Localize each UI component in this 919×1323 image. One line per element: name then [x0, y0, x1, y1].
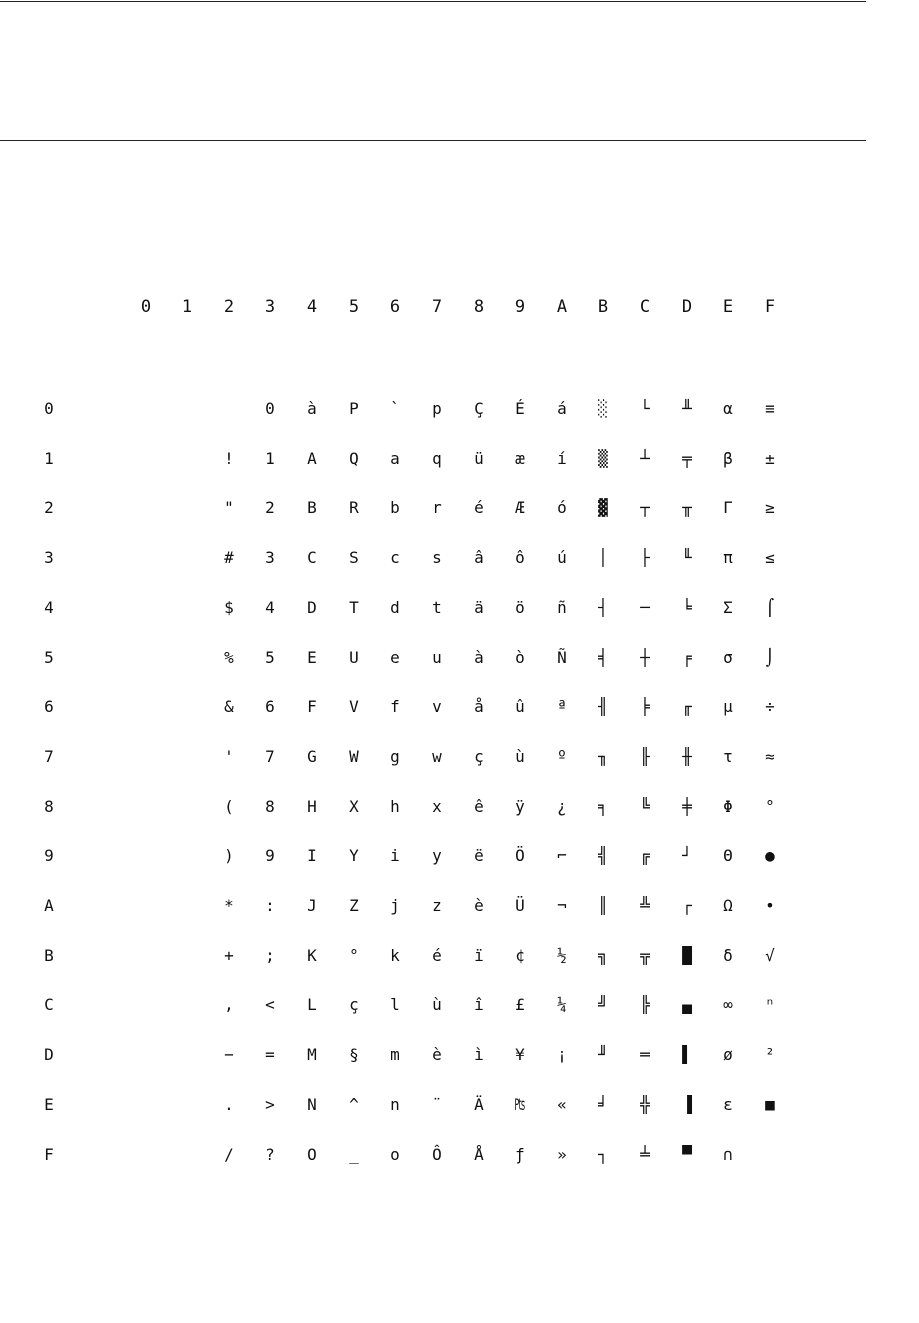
char-cell-7c: ╟ — [640, 746, 650, 766]
char-cell-63: 6 — [265, 697, 275, 717]
char-cell-74: G — [307, 746, 317, 766]
char-cell-85: X — [349, 796, 359, 816]
char-cell-4a: ñ — [557, 597, 567, 617]
char-cell-db: ╜ — [598, 1045, 608, 1065]
char-cell-0a: á — [557, 399, 567, 418]
char-cell-fb: ┐ — [598, 1144, 608, 1164]
char-cell-fc: ╧ — [640, 1144, 650, 1164]
char-cell-b6: k — [390, 945, 400, 965]
char-cell-b5: ° — [349, 945, 359, 965]
char-cell-f9: ƒ — [515, 1144, 525, 1164]
char-cell-33: 3 — [265, 548, 275, 568]
char-cell-4b: ┤ — [598, 597, 608, 617]
char-cell-e2: . — [224, 1094, 234, 1114]
char-cell-7e: τ — [723, 746, 733, 766]
char-cell-a3: : — [265, 896, 275, 915]
char-cell-a8: è — [474, 896, 484, 915]
char-cell-e8: Ä — [474, 1094, 484, 1114]
char-cell-a4: J — [307, 896, 317, 915]
char-cell-d7: è — [432, 1045, 442, 1065]
char-cell-3e: π — [723, 548, 733, 568]
char-cell-49: ö — [515, 597, 525, 617]
char-cell-5e: σ — [723, 647, 733, 667]
char-cell-66: f — [390, 697, 400, 717]
char-cell-8c: ╚ — [640, 796, 650, 816]
char-cell-88: ê — [474, 796, 484, 816]
char-cell-9c: ╔ — [640, 846, 650, 866]
char-cell-08: Ç — [474, 399, 484, 418]
char-cell-b9: ¢ — [515, 945, 525, 965]
char-cell-1b: ▒ — [598, 448, 608, 468]
char-cell-4c: ─ — [640, 597, 650, 617]
char-cell-9e: Θ — [723, 846, 733, 866]
char-cell-d3: = — [265, 1045, 275, 1065]
char-cell-42: $ — [224, 597, 234, 617]
char-cell-bb: ╗ — [598, 945, 608, 965]
char-cell-64: F — [307, 697, 317, 717]
char-cell-7a: º — [557, 746, 567, 766]
char-cell-8d: ╪ — [682, 796, 692, 816]
char-cell-87: x — [432, 796, 442, 816]
char-cell-2f: ≥ — [765, 498, 775, 518]
char-cell-0b: ░ — [598, 399, 608, 418]
char-cell-59: ò — [515, 647, 525, 667]
char-cell-03: 0 — [265, 399, 275, 418]
char-cell-95: Y — [349, 846, 359, 866]
column-header-3: 3 — [264, 296, 276, 317]
char-cell-4f: ⌠ — [765, 597, 775, 617]
char-cell-23: 2 — [265, 498, 275, 518]
column-header-5: 5 — [348, 296, 360, 317]
char-cell-5d: ╒ — [682, 647, 692, 667]
char-cell-b2: + — [224, 945, 234, 965]
char-cell-c9: £ — [515, 995, 525, 1015]
char-cell-bc: ╦ — [640, 945, 650, 965]
char-cell-68: å — [474, 697, 484, 717]
char-cell-cc: ╠ — [640, 995, 650, 1015]
char-cell-56: e — [390, 647, 400, 667]
char-cell-e4: N — [307, 1094, 317, 1114]
char-cell-c6: l — [390, 995, 400, 1015]
char-cell-cb: ╝ — [598, 995, 608, 1015]
column-header-1: 1 — [181, 296, 193, 317]
char-cell-4d: ╘ — [682, 597, 692, 617]
char-cell-86: h — [390, 796, 400, 816]
char-cell-b7: é — [432, 945, 442, 965]
char-cell-69: û — [515, 697, 525, 717]
char-cell-29: Æ — [515, 498, 525, 518]
column-header-d: D — [681, 296, 693, 317]
char-cell-9b: ╣ — [598, 846, 608, 866]
char-cell-47: t — [432, 597, 442, 617]
row-header-a: A — [44, 896, 54, 915]
char-cell-fd: ▀ — [682, 1144, 692, 1164]
char-cell-aa: ¬ — [557, 896, 567, 915]
char-cell-f5: _ — [349, 1144, 359, 1164]
char-cell-ea: « — [557, 1094, 567, 1114]
char-cell-04: à — [307, 399, 317, 418]
column-header-e: E — [722, 296, 734, 317]
char-cell-38: â — [474, 548, 484, 568]
char-cell-75: W — [349, 746, 359, 766]
char-cell-79: ù — [515, 746, 525, 766]
char-cell-c5: ç — [349, 995, 359, 1015]
char-cell-17: q — [432, 448, 442, 468]
char-cell-6e: µ — [723, 697, 733, 717]
char-cell-46: d — [390, 597, 400, 617]
column-header-a: A — [556, 296, 568, 317]
column-header-0: 0 — [140, 296, 152, 317]
char-cell-1c: ┴ — [640, 448, 650, 468]
char-cell-a5: Z — [349, 896, 359, 915]
char-cell-5c: ┼ — [640, 647, 650, 667]
char-cell-d2: − — [224, 1045, 234, 1065]
char-cell-7b: ╖ — [598, 746, 608, 766]
char-cell-1f: ± — [765, 448, 775, 468]
char-cell-af: • — [765, 896, 775, 915]
char-cell-8a: ¿ — [557, 796, 567, 816]
char-cell-16: a — [390, 448, 400, 468]
char-cell-45: T — [349, 597, 359, 617]
char-cell-52: % — [224, 647, 234, 667]
row-header-9: 9 — [44, 846, 54, 866]
char-cell-44: D — [307, 597, 317, 617]
char-cell-ad: ┌ — [682, 896, 692, 915]
char-cell-18: ü — [474, 448, 484, 468]
char-cell-dc: ═ — [640, 1045, 650, 1065]
row-header-5: 5 — [44, 647, 54, 667]
row-header-e: E — [44, 1094, 54, 1114]
char-cell-9d: ┘ — [682, 846, 692, 866]
char-cell-3d: ╙ — [682, 548, 692, 568]
char-cell-fe: ∩ — [723, 1144, 733, 1164]
char-cell-35: S — [349, 548, 359, 568]
char-cell-0e: α — [723, 399, 733, 418]
char-cell-93: 9 — [265, 846, 275, 866]
char-cell-98: ë — [474, 846, 484, 866]
char-cell-c4: L — [307, 995, 317, 1015]
char-cell-b8: ï — [474, 945, 484, 965]
char-cell-1e: β — [723, 448, 733, 468]
char-cell-e5: ^ — [349, 1094, 359, 1114]
char-cell-34: C — [307, 548, 317, 568]
char-cell-c7: ù — [432, 995, 442, 1015]
char-cell-a9: Ü — [515, 896, 525, 915]
char-cell-94: I — [307, 846, 317, 866]
char-cell-c8: î — [474, 995, 484, 1015]
char-cell-14: A — [307, 448, 317, 468]
char-cell-de: ø — [723, 1045, 733, 1065]
char-cell-e3: > — [265, 1094, 275, 1114]
char-cell-ed: ▐ — [682, 1094, 692, 1114]
char-cell-a2: * — [224, 896, 234, 915]
char-cell-1d: ╤ — [682, 448, 692, 468]
row-header-3: 3 — [44, 548, 54, 568]
char-cell-48: ä — [474, 597, 484, 617]
char-cell-b3: ; — [265, 945, 275, 965]
char-cell-f8: Å — [474, 1144, 484, 1164]
char-cell-97: y — [432, 846, 442, 866]
column-header-f: F — [764, 296, 776, 317]
char-cell-4e: Σ — [723, 597, 733, 617]
char-cell-39: ô — [515, 548, 525, 568]
column-header-9: 9 — [514, 296, 526, 317]
char-cell-9f: ● — [765, 846, 775, 866]
char-cell-89: ÿ — [515, 796, 525, 816]
char-cell-ce: ∞ — [723, 995, 733, 1015]
char-cell-28: é — [474, 498, 484, 518]
char-cell-eb: ╛ — [598, 1094, 608, 1114]
char-cell-df: ² — [765, 1045, 775, 1065]
char-cell-cd: ▄ — [682, 995, 692, 1015]
char-cell-76: g — [390, 746, 400, 766]
char-cell-99: Ö — [515, 846, 525, 866]
char-cell-f2: / — [224, 1144, 234, 1164]
char-cell-09: É — [515, 399, 525, 418]
char-cell-bd: █ — [682, 945, 692, 965]
char-cell-fa: » — [557, 1144, 567, 1164]
char-cell-6b: ╢ — [598, 697, 608, 717]
char-cell-ae: Ω — [723, 896, 733, 915]
char-cell-19: æ — [515, 448, 525, 468]
row-header-f: F — [44, 1144, 54, 1164]
char-cell-ee: ε — [723, 1094, 733, 1114]
char-cell-ab: ║ — [598, 896, 608, 915]
char-cell-15: Q — [349, 448, 359, 468]
char-cell-32: # — [224, 548, 234, 568]
char-cell-5b: ╡ — [598, 647, 608, 667]
row-header-b: B — [44, 945, 54, 965]
column-header-c: C — [639, 296, 651, 317]
char-cell-0f: ≡ — [765, 399, 775, 418]
char-cell-ba: ½ — [557, 945, 567, 965]
row-header-2: 2 — [44, 498, 54, 518]
char-cell-ef: ■ — [765, 1094, 775, 1114]
char-cell-62: & — [224, 697, 234, 717]
char-cell-ac: ╩ — [640, 896, 650, 915]
char-cell-07: p — [432, 399, 442, 418]
row-header-4: 4 — [44, 597, 54, 617]
column-header-4: 4 — [306, 296, 318, 317]
char-cell-12: ! — [224, 448, 234, 468]
char-cell-8f: ° — [765, 796, 775, 816]
char-cell-05: P — [349, 399, 359, 418]
char-cell-58: à — [474, 647, 484, 667]
char-cell-d6: m — [390, 1045, 400, 1065]
char-cell-7f: ≈ — [765, 746, 775, 766]
char-cell-84: H — [307, 796, 317, 816]
char-cell-8e: Φ — [723, 796, 733, 816]
char-cell-2a: ó — [557, 498, 567, 518]
char-cell-77: w — [432, 746, 442, 766]
row-header-6: 6 — [44, 697, 54, 717]
char-cell-e7: ¨ — [432, 1094, 442, 1114]
char-cell-6f: ÷ — [765, 697, 775, 717]
char-cell-bf: √ — [765, 945, 775, 965]
char-cell-9a: ⌐ — [557, 846, 567, 866]
char-cell-82: ( — [224, 796, 234, 816]
char-cell-78: ç — [474, 746, 484, 766]
char-cell-f6: o — [390, 1144, 400, 1164]
char-cell-5f: ⌡ — [765, 647, 775, 667]
char-cell-0d: ╨ — [682, 399, 692, 418]
char-cell-3b: │ — [598, 548, 608, 568]
column-header-b: B — [597, 296, 609, 317]
char-cell-92: ) — [224, 846, 234, 866]
char-cell-26: b — [390, 498, 400, 518]
char-cell-f4: O — [307, 1144, 317, 1164]
char-cell-83: 8 — [265, 796, 275, 816]
char-cell-2b: ▓ — [598, 498, 608, 518]
char-cell-6a: ª — [557, 697, 567, 717]
char-cell-b4: K — [307, 945, 317, 965]
char-cell-e6: n — [390, 1094, 400, 1114]
char-cell-c2: , — [224, 995, 234, 1015]
char-cell-27: r — [432, 498, 442, 518]
char-cell-d8: ì — [474, 1045, 484, 1065]
char-cell-a7: z — [432, 896, 442, 915]
char-cell-d4: M — [307, 1045, 317, 1065]
char-cell-2d: ╥ — [682, 498, 692, 518]
char-cell-a6: j — [390, 896, 400, 915]
char-cell-cf: ⁿ — [765, 995, 775, 1015]
char-cell-06: ` — [390, 399, 400, 418]
char-cell-d9: ¥ — [515, 1045, 525, 1065]
row-header-7: 7 — [44, 746, 54, 766]
char-cell-dd: ▌ — [682, 1045, 692, 1065]
char-cell-f3: ? — [265, 1144, 275, 1164]
char-cell-6c: ╞ — [640, 697, 650, 717]
char-cell-72: ' — [224, 746, 234, 766]
char-cell-55: U — [349, 647, 359, 667]
char-cell-3c: ├ — [640, 548, 650, 568]
char-cell-96: i — [390, 846, 400, 866]
char-cell-da: ¡ — [557, 1045, 567, 1065]
column-header-8: 8 — [473, 296, 485, 317]
char-cell-36: c — [390, 548, 400, 568]
char-cell-2e: Γ — [723, 498, 733, 518]
column-header-7: 7 — [431, 296, 443, 317]
row-header-c: C — [44, 995, 54, 1015]
char-cell-f7: Ô — [432, 1144, 442, 1164]
char-cell-57: u — [432, 647, 442, 667]
row-header-8: 8 — [44, 796, 54, 816]
char-cell-8b: ╕ — [598, 796, 608, 816]
char-cell-53: 5 — [265, 647, 275, 667]
column-header-2: 2 — [223, 296, 235, 317]
char-cell-25: R — [349, 498, 359, 518]
char-cell-73: 7 — [265, 746, 275, 766]
row-header-1: 1 — [44, 448, 54, 468]
char-cell-3a: ú — [557, 548, 567, 568]
char-cell-1a: í — [557, 448, 567, 468]
char-cell-2c: ┬ — [640, 498, 650, 518]
char-cell-54: E — [307, 647, 317, 667]
char-cell-ca: ¼ — [557, 995, 567, 1015]
char-cell-ec: ╬ — [640, 1094, 650, 1114]
char-cell-22: " — [224, 498, 234, 518]
row-header-d: D — [44, 1045, 54, 1065]
char-cell-c3: < — [265, 995, 275, 1015]
char-cell-5a: Ñ — [557, 647, 567, 667]
char-cell-67: v — [432, 697, 442, 717]
char-cell-7d: ╫ — [682, 746, 692, 766]
char-cell-be: δ — [723, 945, 733, 965]
char-cell-65: V — [349, 697, 359, 717]
char-cell-d5: § — [349, 1045, 359, 1065]
char-cell-0c: └ — [640, 399, 650, 418]
char-cell-43: 4 — [265, 597, 275, 617]
char-cell-13: 1 — [265, 448, 275, 468]
char-cell-3f: ≤ — [765, 548, 775, 568]
char-cell-6d: ╓ — [682, 697, 692, 717]
char-cell-37: s — [432, 548, 442, 568]
char-cell-24: B — [307, 498, 317, 518]
char-cell-e9: ₧ — [515, 1094, 525, 1114]
row-header-0: 0 — [44, 399, 54, 418]
column-header-6: 6 — [389, 296, 401, 317]
